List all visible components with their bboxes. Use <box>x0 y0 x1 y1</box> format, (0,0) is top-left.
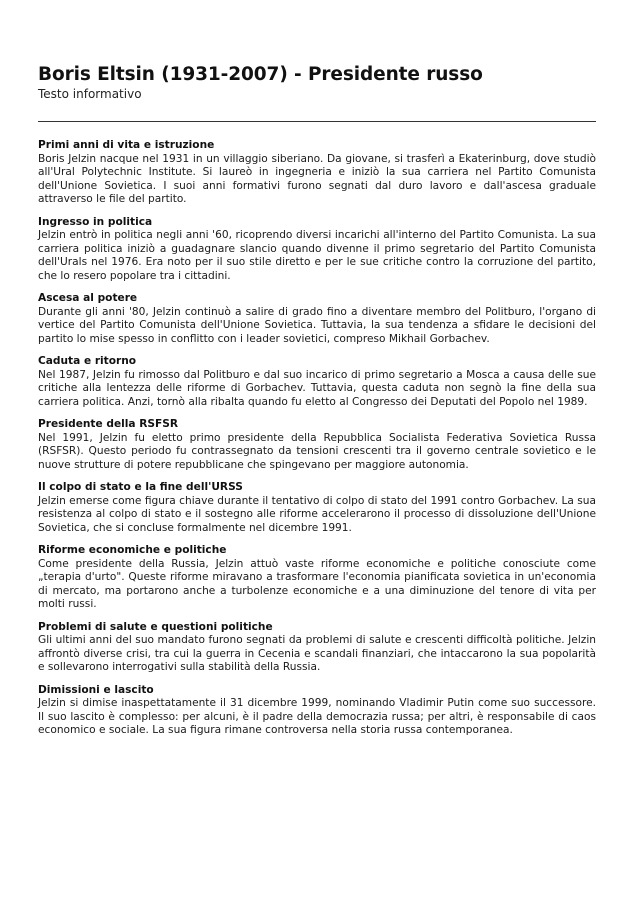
section-heading: Problemi di salute e questioni politiche <box>38 620 273 633</box>
section-heading: Primi anni di vita e istruzione <box>38 139 215 151</box>
section-body: Nel 1991, Jelzin fu eletto primo presidente della Repubblica Socialista Federativa Sovietica Russa (RSFSR). Questo periodo fu contrassegnato da tensioni crescenti tra il governo centrale sovietico e le nuove strutture di potere repubblicane che spingevano per maggiore autonomia. <box>38 431 596 471</box>
section-heading: Ascesa al potere <box>38 292 138 304</box>
section-body: Boris Jelzin nacque nel 1931 in un villaggio siberiano. Da giovane, si trasferì a Ekaterinburg, dove studiò all'Ural Polytechnic Institute. Si laureò in ingegneria e iniziò la sua carriera nel Partito Comunista dell'Unione Sovietica. I suoi anni formativi furono segnati dal duro lavoro e dall'ascesa graduale attraverso le file del partito. <box>38 152 596 205</box>
document-title: Boris Eltsin (1931-2007) - Presidente russo <box>38 64 483 85</box>
section-reforms <box>38 544 596 612</box>
section-body: Gli ultimi anni del suo mandato furono segnati da problemi di salute e crescenti difficoltà politiche. Jelzin affrontò diverse crisi, tra cui la guerra in Cecenia e scandali finanziari, che intaccarono la sua popolarità e sollevarono interrogativi sulla stabilità della Russia. <box>38 634 596 673</box>
section-resignation-and-legacy <box>38 684 596 738</box>
header-divider <box>38 121 596 122</box>
section-heading: Presidente della RSFSR <box>38 418 179 430</box>
section-body: Jelzin si dimise inaspettatamente il 31 dicembre 1999, nominando Vladimir Putin come suo successore. Il suo lascito è complesso: per alcuni, è il padre della democrazia russa; per altri, è responsabile di caos economico e sociale. La sua figura rimane controversa nella storia russa contemporanea. <box>38 697 596 736</box>
section-body: Durante gli anni '80, Jelzin continuò a salire di grado fino a diventare membro del Politburo, l'organo di vertice del Partito Comunista dell'Unione Sovietica. Tuttavia, la sua tendenza a sfidare le decisioni del partito lo mise spesso in conflitto con i leader sovietici, compreso Mikhail Gorbachev. <box>38 305 596 345</box>
section-fall-and-return <box>38 355 596 409</box>
section-entering-politics <box>38 216 596 284</box>
section-heading: Il colpo di stato e la fine dell'URSS <box>38 481 243 493</box>
section-heading: Dimissioni e lascito <box>38 683 154 696</box>
section-body: Nel 1987, Jelzin fu rimosso dal Politburo e dal suo incarico di primo segretario a Mosca a causa delle sue critiche alla lentezza delle riforme di Gorbachev. Tuttavia, questa caduta non segnò la fine della sua carriera politica. Anzi, tornò alla ribalta quando fu eletto al Congresso dei Deputati del Popolo nel 1989. <box>38 368 596 408</box>
section-body: Jelzin entrò in politica negli anni '60, ricoprendo diversi incarichi all'interno del Partito Comunista. La sua carriera politica iniziò a guadagnare slancio quando divenne il primo segretario del Partito Comunista dell'Urals nel 1976. Era noto per il suo stile diretto e per le sue critiche contro la corruzione del partito, che lo resero popolare tra i cittadini. <box>38 229 596 282</box>
section-rise-to-power <box>38 292 596 346</box>
section-body: Come presidente della Russia, Jelzin attuò vaste riforme economiche e politiche conosciute come „terapia d'urto". Queste riforme miravano a trasformare l'economia pianificata sovietica in un'economia di mercato, ma portarono anche a turbolenze economiche e a una diminuzione del tenore di vita per molti russi. <box>38 557 596 610</box>
section-health-and-politics <box>38 621 596 675</box>
section-early-life <box>38 139 596 207</box>
section-coup-and-ussr-end <box>38 481 596 535</box>
section-heading: Riforme economiche e politiche <box>38 544 227 556</box>
document-subtitle: Testo informativo <box>38 87 142 101</box>
section-rsfsr-president <box>38 418 596 472</box>
section-body: Jelzin emerse come figura chiave durante il tentativo di colpo di stato del 1991 contro Gorbachev. La sua resistenza al colpo di stato e il sostegno alle riforme accelerarono il processo di dissoluzione dell'Unione Sovietica, che si concluse formalmente nel dicembre 1991. <box>38 494 596 534</box>
section-heading: Ingresso in politica <box>38 215 153 228</box>
section-heading: Caduta e ritorno <box>38 355 137 367</box>
